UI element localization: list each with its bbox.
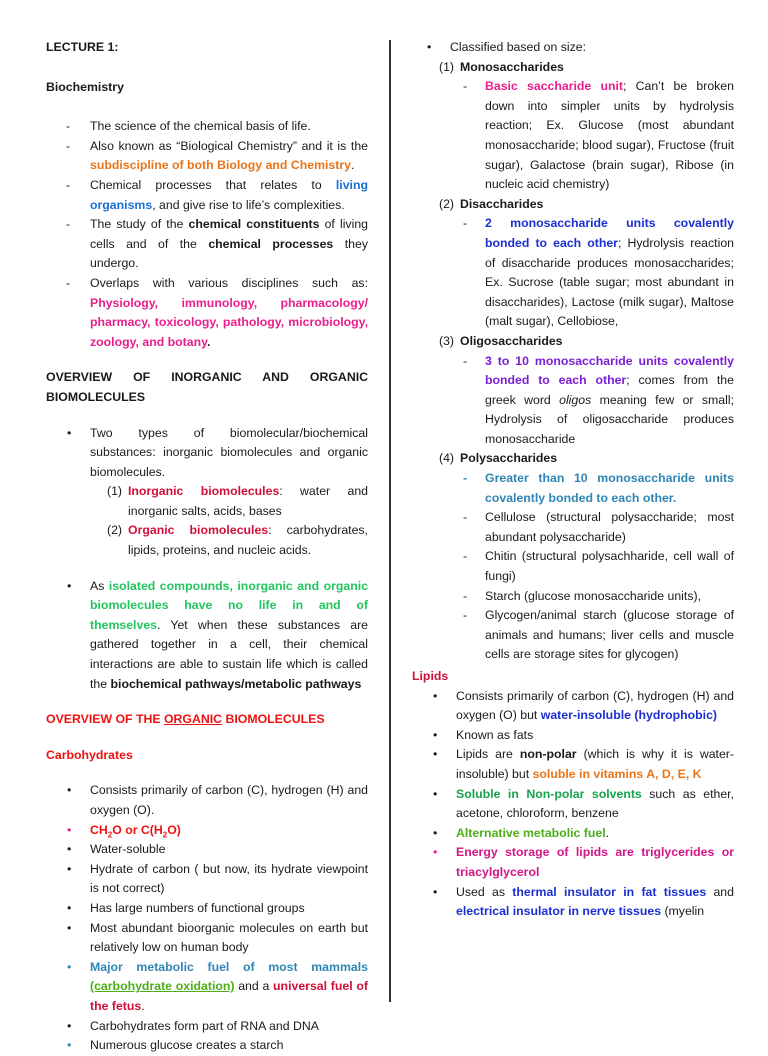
list-item: - Basic saccharide unit; Can’t be broken down into simpler units by hydrolysis reaction; Ex. Glucose (most abundant monosaccharide; blood sugar), Fructose (fruit sugar), Galactose (brain sugar), Ribose (in nucleic acid chemistry) [463,79,734,192]
lecture-title: LECTURE 1: [46,40,119,54]
list-item: • Known as fats [433,727,534,742]
biomolecule-types-list [46,482,368,560]
list-item: - Chemical processes that relates to living organisms, and give rise to life’s complexities. [46,176,368,215]
list-item: - Starch (glucose monosaccharide units), [463,588,701,603]
list-item: • Hydrate of carbon ( but now, its hydrate viewpoint is not correct) [67,861,368,896]
lipid-list [412,687,734,922]
biochem-list [46,117,368,352]
list-item: • Lipids are non-polar (which is why it is water-insoluble) but soluble in vitamins A, D, E, K [433,747,734,781]
list-item: - Overlaps with various disciplines such as: Physiology, immunology, pharmacology/ pharmacy, toxicology, pathology, microbiology, zoology, and botany. [46,274,368,352]
list-item: • Most abundant bioorganic molecules on earth but relatively low on human body [67,920,368,955]
list-item: - The science of the chemical basis of life. [46,117,368,137]
list-item: (1) Monosaccharides [439,59,564,74]
list-item: • Major metabolic fuel of most mammals (carbohydrate oxidation) and a universal fuel of the fetus. [67,959,368,1013]
list-item: (2) Disaccharides [439,196,544,211]
list-item: • $CH_2O$ or $C(H_2O)$ [67,822,181,840]
list-item: • Used as thermal insulator in fat tissues and electrical insulator in nerve tissues (myelin [433,884,734,919]
list-item: • Consists primarily of carbon (C), hydrogen (H) and oxygen (O) but water-insoluble (hydrophobic) [433,688,734,723]
list-item: - Glycogen/animal starch (glucose storage of animals and humans; liver cells and muscle cells are storage sites for glycogen) [463,608,734,662]
left-column [46,38,368,1056]
list-item: • Alternative metabolic fuel. [433,825,610,840]
list-item: (4) Polysaccharides [439,451,558,466]
list-item: • Energy storage of lipids are triglycerides or triacylglycerol [433,845,734,879]
list-item: - Also known as “Biological Chemistry” and it is the subdiscipline of both Biology and Chemistry. [46,137,368,176]
list-item: - The study of the chemical constituents of living cells and of the chemical processes they undergo. [46,215,368,274]
list-item: • Numerous glucose creates a starch [67,1038,284,1053]
list-item: • Carbohydrates form part of RNA and DNA [67,1018,319,1033]
overview-title: OVERVIEW OF INORGANIC AND ORGANIC BIOMOLECULES [46,370,368,404]
list-item: - Greater than 10 monosaccharide units covalently bonded to each other. [463,471,734,505]
list-item: - Cellulose (structural polysaccharide; most abundant polysaccharide) [463,510,734,544]
list-item: • As isolated compounds, inorganic and organic biomolecules have no life in and of themselves. Yet when these substances are gathered together in a cell, their chemical interactions are able to sustain life which is called the biochemical pathways/metabolic pathways [67,578,368,691]
carb-list [46,781,368,1055]
list-item: • Classified based on size: [427,40,587,54]
list-item: • Water-soluble [67,842,166,857]
formula: $CH_2O$ or $C(H_2O)$ [90,822,181,840]
list-item: (3) Oligosaccharides [439,333,563,348]
section-title-biochemistry: Biochemistry [46,79,124,94]
list-item: • Has large numbers of functional groups [67,900,305,915]
saccharide-size-list [378,58,734,78]
list-item: - 3 to 10 monosaccharide units covalently bonded to each other; comes from the greek word oligos meaning few or small; Hydrolysis of oligosaccharide produces monosaccharide [463,353,734,446]
overview-list [46,424,368,483]
lipids-title: Lipids [412,669,449,683]
right-column [412,38,734,922]
carbohydrates-title: Carbohydrates [46,747,133,762]
list-item: • Soluble in Non-polar solvents such as ether, acetone, chloroform, benzene [433,786,734,821]
list-item: (2) Organic biomolecules: carbohydrates, lipids, proteins, and nucleic acids. [107,523,368,558]
list-item: • Consists primarily of carbon (C), hydrogen (H) and oxygen (O). [67,783,368,817]
organic-overview-title: OVERVIEW OF THE ORGANIC BIOMOLECULES [46,712,325,727]
list-item: (1) Inorganic biomolecules: water and inorganic salts, acids, bases [107,484,368,518]
list-item: - Chitin (structural polysachharide, cell wall of fungi) [463,549,734,584]
list-item: • Two types of biomolecular/biochemical substances: inorganic biomolecules and organic biomolecules. [67,425,368,479]
classified-list [406,38,734,58]
isolated-list [46,577,368,695]
list-item: - 2 monosaccharide units covalently bonded to each other; Hydrolysis reaction of disaccharide produces monosaccharides; Ex. Sucrose (table sugar; most abundant in disaccharides), Lactose (milk sugar), Maltose (malt sugar), Cellobiose, [463,216,734,329]
